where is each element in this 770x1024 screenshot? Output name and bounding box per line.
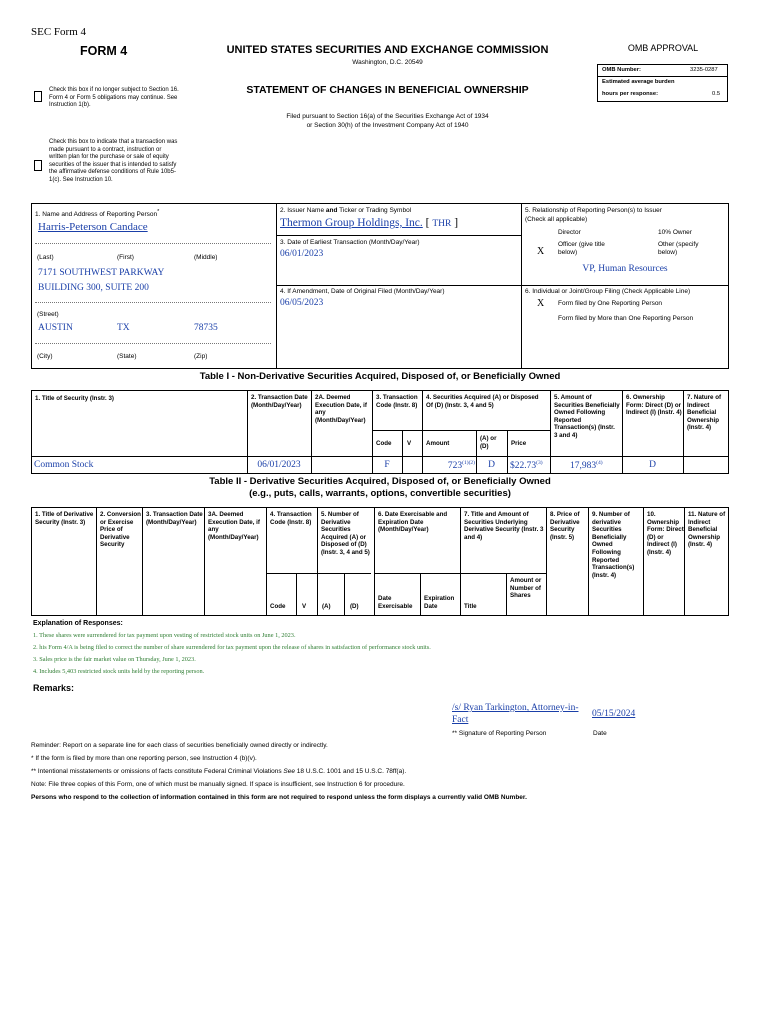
- t1-row-amount: $723^{(1)(2)}$: [447, 460, 475, 472]
- omb-hours-value: 0.5: [712, 91, 721, 97]
- amendment-date: 06/05/2023: [280, 298, 324, 308]
- signature-label: ** Signature of Reporting Person: [452, 730, 547, 737]
- zip-label: (Zip): [194, 353, 208, 360]
- issuer-name-row: Thermon Group Holdings, Inc. [ THR ]: [280, 217, 459, 229]
- t2-col-conversion: 2. Conversion or Exercise Price of Derivative Security: [100, 511, 141, 549]
- issuer-ticker: THR: [432, 219, 452, 229]
- officer-check-mark[interactable]: X: [537, 246, 545, 257]
- t2-col-price: 8. Price of Derivative Security (Instr. 5): [550, 511, 580, 541]
- footer-reminder: Reminder: Report on a separate line for each class of securities beneficially owned directly or indirectly.: [31, 742, 328, 749]
- t1-row-form: D: [649, 460, 656, 470]
- t1-col-nature: 7. Nature of Indirect Beneficial Ownership (Instr. 4): [687, 394, 722, 432]
- t2-sub-a: (A): [322, 603, 331, 610]
- no-longer-subject-text: Check this box if no longer subject to Section 16. Form 4 or Form 5 obligations may continue. See Instruction 1(b).: [49, 87, 179, 108]
- amendment-label: 4. If Amendment, Date of Original Filed (Month/Day/Year): [280, 288, 445, 295]
- filed-pursuant-2: or Section 30(h) of the Investment Company Act of 1940: [306, 122, 469, 129]
- t2-col-owned: 9. Number of derivative Securities Beneficially Owned Following Reported Transaction(s) (Instr. 4): [592, 511, 635, 579]
- explanation-1: 1. These shares were surrendered for tax payment upon vesting of restricted stock units on June 1, 2023.: [33, 632, 296, 639]
- t2-sub-title: Title: [464, 603, 477, 610]
- first-label: (First): [117, 254, 134, 261]
- sec-form-label: SEC Form 4: [31, 26, 87, 38]
- street-label: (Street): [37, 311, 59, 318]
- reporting-person-name[interactable]: Harris-Peterson Candace: [38, 221, 148, 233]
- ten-pct-owner-label: 10% Owner: [658, 229, 692, 236]
- issuer-name[interactable]: Thermon Group Holdings, Inc.: [280, 217, 423, 229]
- issuer-label: 2. Issuer Name and Ticker or Trading Symbol: [280, 207, 412, 214]
- explanation-4: 4. Includes 5,403 restricted stock units held by the reporting person.: [33, 668, 205, 675]
- last-label: (Last): [37, 254, 54, 261]
- rule-10b5-1-checkbox[interactable]: [34, 160, 42, 171]
- t1-sub-code: Code: [376, 440, 392, 447]
- city-label: (City): [37, 353, 53, 360]
- earliest-transaction-date: 06/01/2023: [280, 249, 324, 259]
- commission-location: Washington, D.C. 20549: [352, 59, 423, 66]
- explanation-3: 3. Sales price is the fair market value on Thursday, June 1, 2023.: [33, 656, 196, 663]
- t1-sub-price: Price: [511, 440, 527, 447]
- footer-note-2: ** Intentional misstatements or omissions of facts constitute Federal Criminal Violations See 18 U.S.C. 1001 and 15 U.S.C. 78ff(a).: [31, 768, 407, 775]
- street-line-2: BUILDING 300, SUITE 200: [38, 283, 149, 293]
- table1-title: Table I - Non-Derivative Securities Acquired, Disposed of, or Beneficially Owned: [199, 371, 561, 382]
- t2-col-exercisable: 6. Date Exercisable and Expiration Date (Month/Day/Year): [378, 511, 448, 534]
- no-longer-subject-checkbox[interactable]: [34, 91, 42, 102]
- t1-row-date: 06/01/2023: [257, 460, 301, 470]
- footer-persons: Persons who respond to the collection of information contained in this form are not required to respond unless the form displays a currently valid OMB Number.: [31, 794, 527, 801]
- t1-row-owned: 17,983$^{(4)}$: [570, 460, 603, 472]
- t1-sub-v: V: [407, 440, 412, 447]
- t2-col-number: 5. Number of Derivative Securities Acquired (A) or Disposed of (D) (Instr. 3, 4 and 5): [321, 511, 370, 556]
- t1-col-deemed: 2A. Deemed Execution Date, if any (Month/Day/Year): [315, 394, 367, 424]
- t2-col-ownership: 10. Ownership Form: Direct (D) or Indirect (I) (Instr. 4): [647, 511, 684, 556]
- city-value: AUSTIN: [38, 323, 73, 333]
- form-title: FORM 4: [80, 44, 128, 58]
- t2-col-underlying: 7. Title and Amount of Securities Underlying Derivative Security (Instr. 3 and 4): [464, 511, 544, 541]
- t1-col-acquired: 4. Securities Acquired (A) or Disposed Of (D) (Instr. 3, 4 and 5): [426, 394, 539, 409]
- officer-label: Officer (give title below): [558, 241, 605, 256]
- t1-row-price: $22.73$^{(3)}$: [510, 460, 543, 472]
- t2-col-code: 4. Transaction Code (Instr. 8): [270, 511, 312, 526]
- t1-row-aord: D: [488, 460, 495, 470]
- filing-one-label: Form filed by One Reporting Person: [558, 300, 663, 307]
- director-label: Director: [558, 229, 581, 236]
- omb-approval-title: OMB APPROVAL: [627, 43, 699, 53]
- omb-hours-label: hours per response:: [602, 91, 659, 97]
- t1-sub-amount: Amount: [426, 440, 450, 447]
- other-label: Other (specify below): [658, 241, 699, 256]
- filing-more-label: Form filed by More than One Reporting Person: [558, 315, 694, 322]
- relationship-sub: (Check all applicable): [525, 216, 588, 223]
- t1-col-ownership: 6. Ownership Form: Direct (D) or Indirect (I) (Instr. 4): [626, 394, 682, 417]
- rule-10b5-1-text: Check this box to indicate that a transaction was made pursuant to a contract, instruction or written plan for the purchase or sale of equity securities of the issuer that is intended to satisfy the affirmative defense conditions of Rule 10b5-1(c). See Instruction 10.: [49, 139, 178, 183]
- t1-col-owned: 5. Amount of Securities Beneficially Owned Following Reported Transaction(s) (Instr. 3 and 4): [554, 394, 620, 439]
- explanation-2: 2. his Form 4/A is being filed to correct the number of share surrendered for tax payment upon the release of shares in satisfaction of performance stock units.: [33, 644, 431, 651]
- remarks-label: Remarks:: [33, 683, 75, 693]
- commission-title: UNITED STATES SECURITIES AND EXCHANGE COMMISSION: [226, 44, 549, 56]
- street-line-1: 7171 SOUTHWEST PARKWAY: [38, 268, 165, 278]
- relationship-label: 5. Relationship of Reporting Person(s) to Issuer: [525, 207, 662, 214]
- omb-burden-label: Estimated average burden: [602, 79, 675, 85]
- filing-check-mark[interactable]: X: [537, 298, 545, 309]
- t1-sub-aord: (A) or (D): [480, 435, 497, 450]
- footer-note-1: * If the form is filed by more than one reporting person, see Instruction 4 (b)(v).: [31, 755, 257, 762]
- filing-label: 6. Individual or Joint/Group Filing (Check Applicable Line): [525, 288, 691, 295]
- footer-note-3: Note: File three copies of this Form, one of which must be manually signed. If space is insufficient, see Instruction 6 for procedure.: [31, 781, 405, 788]
- t1-row-security: Common Stock: [34, 460, 94, 470]
- table2-title-2: (e.g., puts, calls, warrants, options, convertible securities): [249, 488, 511, 499]
- statement-title: STATEMENT OF CHANGES IN BENEFICIAL OWNERSHIP: [246, 84, 529, 96]
- t1-col-date: 2. Transaction Date (Month/Day/Year): [251, 394, 308, 409]
- officer-title: VP, Human Resources: [582, 264, 668, 274]
- signature-line-1: /s/ Ryan Tarkington, Attorney-in-: [452, 703, 579, 713]
- t2-col-title: 1. Title of Derivative Security (Instr. 3): [35, 511, 94, 526]
- t2-sub-v: V: [302, 603, 307, 610]
- t2-col-nature: 11. Nature of Indirect Beneficial Ownership (Instr. 4): [688, 511, 726, 549]
- earliest-transaction-label: 3. Date of Earliest Transaction (Month/Day/Year): [280, 239, 420, 246]
- middle-label: (Middle): [194, 254, 218, 261]
- signature-line-2: Fact: [452, 715, 469, 725]
- t1-col-security: 1. Title of Security (Instr. 3): [35, 395, 114, 402]
- state-label: (State): [117, 353, 137, 360]
- omb-number-value: 3235-0287: [690, 67, 718, 73]
- date-label: Date: [593, 730, 607, 737]
- reporting-person-label: 1. Name and Address of Reporting Person*: [35, 209, 160, 219]
- t2-sub-code: Code: [270, 603, 286, 610]
- zip-value: 78735: [194, 323, 218, 333]
- t2-sub-d: (D): [350, 603, 359, 610]
- omb-number-label: OMB Number:: [602, 67, 641, 73]
- signature-date: 05/15/2024: [592, 709, 636, 719]
- filed-pursuant-1: Filed pursuant to Section 16(a) of the Securities Exchange Act of 1934: [286, 113, 489, 120]
- table2-title-1: Table II - Derivative Securities Acquired, Disposed of, or Beneficially Owned: [209, 476, 551, 487]
- t2-col-date: 3. Transaction Date (Month/Day/Year): [146, 511, 203, 526]
- explanation-label: Explanation of Responses:: [33, 620, 123, 627]
- t1-row-code: F: [384, 460, 390, 470]
- t2-col-deemed: 3A. Deemed Execution Date, if any (Month/Day/Year): [208, 511, 260, 541]
- state-value: TX: [117, 323, 130, 333]
- t2-sub-amount: Amount or Number of Shares: [510, 577, 542, 600]
- t1-col-code: 3. Transaction Code (Instr. 8): [376, 394, 418, 409]
- t2-sub-exp: Expiration Date: [424, 595, 455, 610]
- t2-sub-date-ex: Date Exercisable: [378, 595, 413, 610]
